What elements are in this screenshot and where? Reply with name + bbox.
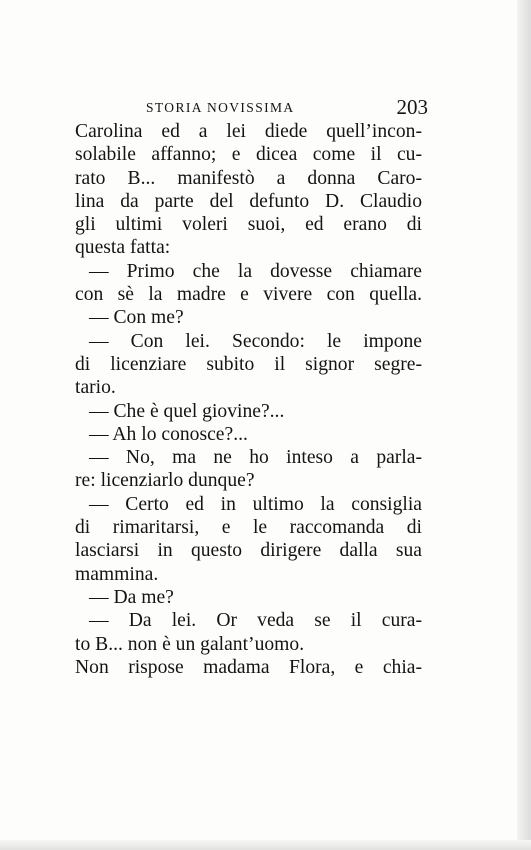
- text-line: — No, ma ne ho inteso a parla-: [89, 447, 422, 469]
- page-header: [146, 95, 428, 120]
- text-line: tario.: [75, 377, 116, 399]
- text-line: mammina.: [75, 563, 159, 585]
- text-line: di rimaritarsi, e le raccomanda di: [75, 517, 422, 539]
- text-line: — Certo ed in ultimo la consiglia: [89, 493, 422, 515]
- text-line: Non rispose madama Flora, e chia-: [75, 656, 422, 678]
- page-number: 203: [396, 95, 428, 119]
- text-line: — Con lei. Secondo: le impone: [89, 330, 422, 352]
- text-line: Carolina ed a lei diede quell’incon-: [75, 121, 422, 142]
- text-line: rato B... manifestò a donna Caro-: [75, 167, 422, 189]
- text-line: to B... non è un galant’uomo.: [75, 633, 305, 655]
- running-title: STORIA NOVISSIMA: [146, 100, 295, 115]
- body-text: [75, 120, 422, 679]
- text-line: — Primo che la dovesse chiamare: [89, 260, 422, 282]
- text-line: con sè la madre e vivere con quella.: [75, 284, 422, 306]
- text-line: gli ultimi voleri suoi, ed erano di: [75, 214, 422, 236]
- text-line: — Ah lo conosce?...: [89, 423, 248, 445]
- text-line: — Che è quel giovine?...: [89, 400, 285, 422]
- text-line: lasciarsi in questo dirigere dalla sua: [75, 540, 422, 562]
- page-edge-right: [517, 0, 531, 850]
- text-line: questa fatta:: [75, 237, 171, 259]
- text-line: lina da parte del defunto D. Claudio: [75, 190, 422, 212]
- text-line: — Da me?: [89, 586, 174, 608]
- text-line: di licenziare subito il signor segre-: [75, 353, 422, 375]
- page-edge-bottom: [0, 840, 531, 850]
- text-line: solabile affanno; e dicea come il cu-: [75, 144, 422, 166]
- text-line: — Da lei. Or veda se il cura-: [89, 610, 422, 632]
- text-line: re: licenziarlo dunque?: [75, 470, 255, 492]
- text-line: — Con me?: [89, 307, 184, 329]
